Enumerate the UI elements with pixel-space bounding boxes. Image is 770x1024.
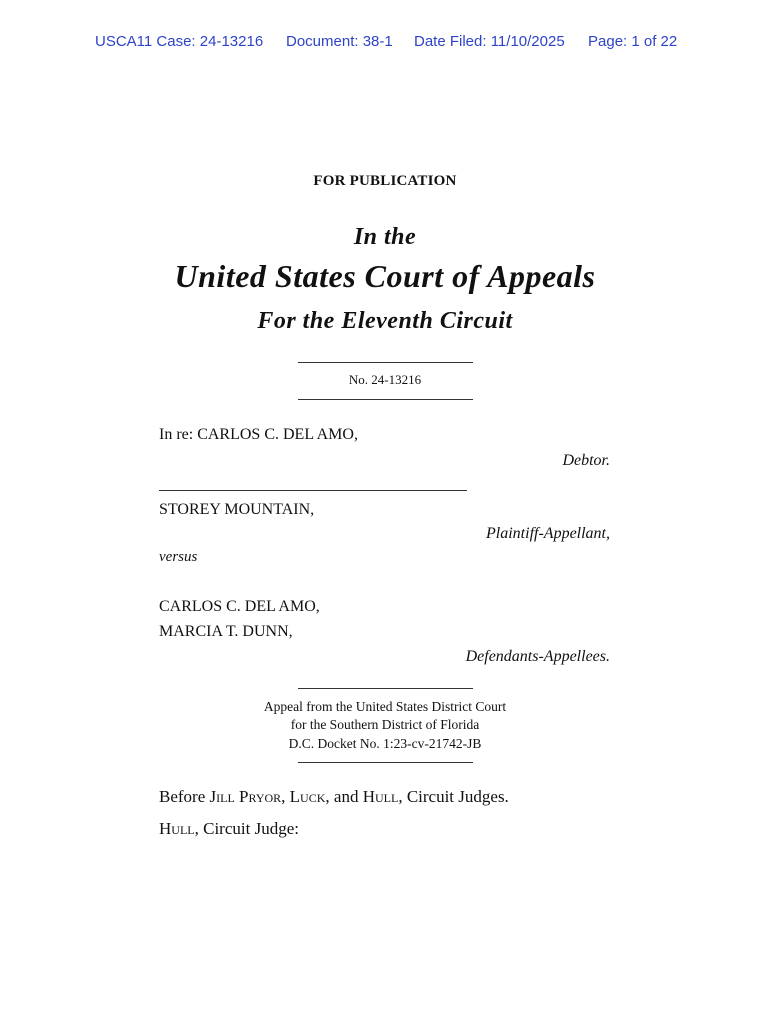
divider [298,762,473,763]
district-docket: D.C. Docket No. 1:23-cv-21742-JB [288,736,482,751]
document-number: Document: 38-1 [286,33,393,50]
page-indicator: Page: 1 of 22 [588,33,678,50]
appellee-name: CARLOS C. DEL AMO, [159,598,320,615]
court-circuit: For the Eleventh Circuit [257,308,513,334]
publication-label: FOR PUBLICATION [313,173,457,189]
case-number: USCA11 Case: 24-13216 [95,33,264,50]
before-label: Before [159,787,206,806]
appellant-role: Plaintiff-Appellant, [486,525,610,542]
in-re-party: In re: CARLOS C. DEL AMO, [159,426,358,443]
divider [298,362,473,363]
filing-header [0,33,770,53]
panel-suffix: , Circuit Judges. [398,787,509,806]
author-name: Hull [159,819,195,838]
court-name: United States Court of Appeals [174,258,596,294]
judge-name: Jill Pryor [209,787,282,806]
docket-number: No. 24-13216 [348,372,422,387]
divider [159,490,467,491]
debtor-role: Debtor. [562,452,610,469]
divider [298,399,473,400]
author-suffix: , Circuit Judge: [194,819,299,838]
appellee-name: MARCIA T. DUNN, [159,623,293,640]
date-filed: Date Filed: 11/10/2025 [414,33,565,50]
appeal-origin: Appeal from the United States District Court [263,699,507,714]
judge-name: Luck [289,787,326,806]
court-in-the: In the [353,224,417,250]
versus-label: versus [159,549,198,565]
comma: , [281,787,290,806]
and-label: , and [325,787,359,806]
judge-name: Hull [362,787,399,806]
appellant-name: STOREY MOUNTAIN, [159,501,315,518]
divider [298,688,473,689]
panel-line [159,787,509,807]
appellees-role: Defendants-Appellees. [465,648,610,665]
appeal-district: for the Southern District of Florida [290,717,480,732]
authoring-judge-line [159,819,299,839]
